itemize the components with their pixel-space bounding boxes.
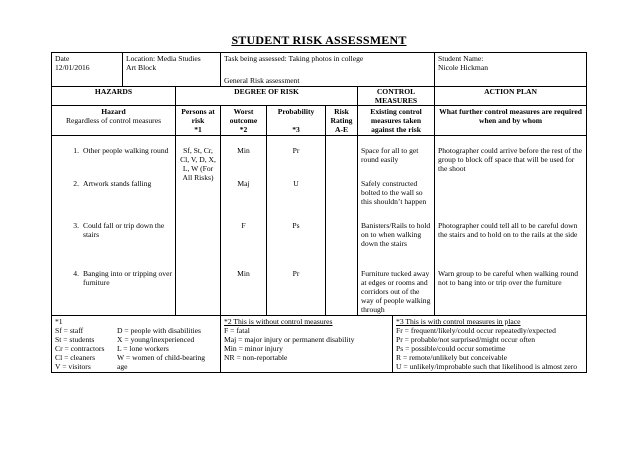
probability-value: Pr	[292, 269, 300, 278]
header-probability	[267, 106, 326, 136]
action-text: Photographer could arrive before the rest of the group to block off space that will be used for the shoot	[438, 146, 583, 173]
key1-entry: Cr = contractors	[55, 344, 105, 353]
key3-entry: U = unlikely/improbable such that likelihood is almost zero	[396, 362, 578, 371]
hazard-num: 4.	[73, 269, 79, 278]
header-hazard	[52, 106, 176, 136]
key1-entry: Sf = staff	[55, 326, 84, 335]
key1-entry: L = lone workers	[117, 344, 169, 353]
probability-value: Pr	[292, 146, 300, 155]
key1-entry: Cl = cleaners	[55, 353, 96, 362]
header-worst	[221, 106, 267, 136]
header-rating	[326, 106, 358, 136]
control-text: Space for all to get round easily	[361, 146, 419, 164]
key1-cell	[52, 316, 221, 373]
location-cell	[123, 53, 221, 87]
header-rating-title: Risk Rating	[330, 107, 353, 125]
column-header-row	[52, 106, 587, 136]
worst-value: Min	[237, 269, 250, 278]
action-text: Photographer could tell all to be careful down the stairs and to hold on to the rails at the side	[438, 221, 578, 239]
key1-entry: D = people with disabilities	[117, 326, 202, 335]
probability-value: Ps	[292, 221, 300, 230]
page-title: STUDENT RISK ASSESSMENT	[231, 33, 407, 47]
student-label: Student Name:	[438, 54, 484, 63]
hazard-text: Artwork stands falling	[83, 179, 152, 188]
key2-title: *2 This is without control measures	[224, 317, 333, 326]
header-persons	[176, 106, 221, 136]
hazard-body-row	[52, 136, 587, 316]
worst-outcome-cell	[221, 136, 267, 316]
section-hazards: HAZARDS	[52, 87, 176, 106]
key1-entry: age	[117, 362, 128, 371]
control-measures-cell	[358, 136, 435, 316]
student-value: Nicole Hickman	[438, 63, 489, 72]
header-action: What further control measures are required when and by whom	[435, 106, 587, 136]
action-text: Warn group to be careful when walking round not to bang into or trip over the furniture	[438, 269, 579, 287]
hazard-text: Could fall or trip down the stairs	[83, 221, 165, 239]
section-degree: DEGREE OF RISK	[176, 87, 358, 106]
key3-title: *3 This is with control measures in place	[396, 317, 521, 326]
probability-cell	[267, 136, 326, 316]
key1-entry: W = women of child-bearing	[117, 353, 206, 362]
key1-title: *1	[55, 317, 63, 326]
risk-table	[51, 52, 587, 373]
date-value: 12/01/2016	[55, 63, 90, 72]
action-plan-cell	[435, 136, 587, 316]
key3-entry: Fr = frequent/likely/could occur repeatedly/expected	[396, 326, 556, 335]
control-text: Banisters/Rails to hold on to when walking down the stairs	[361, 221, 431, 248]
general-risk-label: General Risk assessment	[224, 76, 300, 85]
key1-entry: St = students	[55, 335, 95, 344]
header-persons-sub: *1	[194, 125, 202, 134]
header-hazard-title: Hazard	[101, 107, 126, 116]
key1-col1	[55, 326, 117, 371]
header-persons-title: Persons at risk	[181, 107, 215, 125]
key1-table	[55, 326, 217, 371]
header-worst-title: Worst outcome	[229, 107, 258, 125]
header-hazard-sub: Regardless of control measures	[65, 116, 162, 125]
control-text: Furniture tucked away at edges or rooms and corridors out of the way of people walking through	[361, 269, 431, 314]
info-row	[52, 53, 587, 87]
key3-entry: Ps = possible/could occur sometime	[396, 344, 506, 353]
risk-rating-cell	[326, 136, 358, 316]
worst-value: Maj	[237, 179, 250, 188]
hazard-num: 2.	[73, 179, 79, 188]
hazard-item	[55, 221, 172, 269]
hazard-item	[55, 179, 172, 221]
section-row	[52, 87, 587, 106]
task-cell	[221, 53, 435, 87]
date-label: Date	[55, 54, 70, 63]
student-cell	[435, 53, 587, 87]
task-label: Task being assessed: Taking photos in college	[224, 54, 364, 63]
date-cell	[52, 53, 123, 87]
hazard-text: Other people walking round	[83, 146, 169, 155]
probability-value: U	[293, 179, 299, 188]
hazard-item	[55, 269, 172, 287]
hazard-list-cell	[52, 136, 176, 316]
location-value: Art Block	[126, 63, 157, 72]
header-rating-sub: A-E	[334, 125, 349, 134]
header-worst-sub: *2	[239, 125, 248, 134]
key3-entry: Pr = probable/not surprised/might occur often	[396, 335, 536, 344]
persons-at-risk-cell: Sf, St, Cr, Cl, V, D, X, L, W (For All Risks)	[176, 136, 221, 316]
header-control: Existing control measures taken against the risk	[358, 106, 435, 136]
header-probability-title: Probability	[277, 107, 315, 116]
risk-assessment-form	[51, 52, 586, 371]
key2-cell	[221, 316, 393, 373]
key1-entry: V = visitors	[55, 362, 91, 371]
key-row	[52, 316, 587, 373]
key1-entry: X = young/inexperienced	[117, 335, 195, 344]
key2-entry: Min = minor injury	[224, 344, 283, 353]
hazard-num: 1.	[73, 146, 79, 155]
header-probability-sub: *3	[292, 125, 300, 134]
section-control: CONTROL MEASURES	[358, 87, 435, 106]
hazard-item	[55, 146, 172, 179]
key2-entry: NR = non-reportable	[224, 353, 288, 362]
section-action: ACTION PLAN	[435, 87, 587, 106]
control-text: Safely constructed bolted to the wall so this shouldn’t happen	[361, 179, 427, 206]
location-label: Location: Media Studies	[126, 54, 201, 63]
hazard-text: Banging into or tripping over furniture	[83, 269, 173, 287]
key3-cell	[393, 316, 587, 373]
key2-entry: Maj = major injury or permanent disability	[224, 335, 355, 344]
key3-entry: R = remote/unlikely but conceivable	[396, 353, 508, 362]
hazard-num: 3.	[73, 221, 79, 230]
worst-value: F	[241, 221, 246, 230]
key1-col2	[117, 326, 217, 371]
key2-entry: F = fatal	[224, 326, 250, 335]
worst-value: Min	[237, 146, 250, 155]
